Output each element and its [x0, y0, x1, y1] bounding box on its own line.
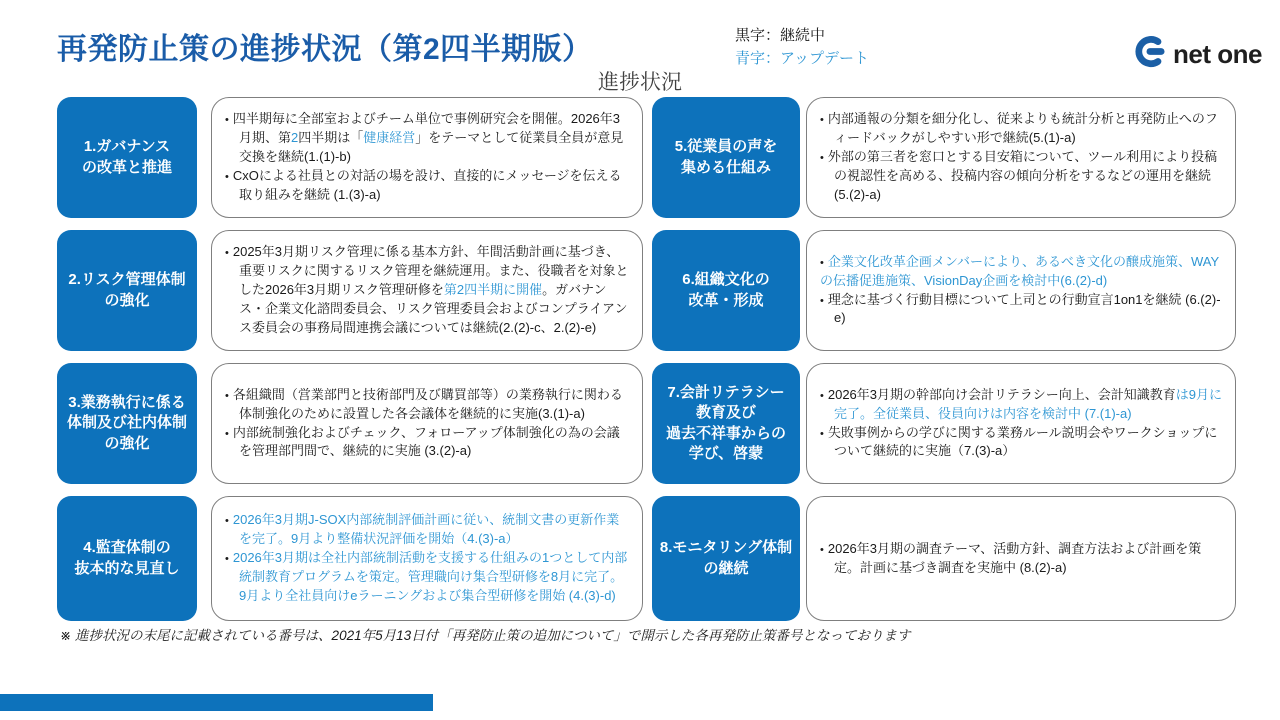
bullet-marker: •	[820, 543, 824, 556]
bullet-marker: •	[820, 256, 824, 269]
section-label-2	[57, 230, 197, 351]
logo-wordmark: net one	[1173, 39, 1262, 69]
grid-left	[57, 97, 643, 621]
section-label-text: 2.リスク管理体制 の強化	[68, 271, 186, 309]
continuing-text: 2025年3月期リスク管理に係る基本方針、年間活動計画に基づき、重要リスクに関するリスク管理を継続運用。また、役職者を対象とした2026年3月期リスク管理研修を	[232, 244, 629, 298]
continuing-text: 。ガバナンス・企業文化諮問委員会、リスク管理委員会およびコンプライアンス委員会の事務局間連携会議については継続(2.(2)-c、2.(2)-e)	[239, 282, 628, 335]
continuing-text: CxOによる社員との対話の場を設け、直接的にメッセージを伝える取り組みを継続 (1.(3)-a)	[232, 167, 622, 202]
bullet-item	[820, 386, 1222, 424]
section-label-text: 7.会計リテラシー 教育及び 過去不祥事からの 学び、啓蒙	[665, 384, 786, 462]
section-label-1	[57, 97, 197, 218]
footnote: ※ 進捗状況の末尾に記載されている番号は、2021年5月13日付「再発防止策の追加について」で開示した各再発防止策番号となっております	[60, 628, 911, 643]
section-content-6	[806, 230, 1236, 351]
update-text: 第2四半期に開催	[443, 282, 543, 298]
section-content-1	[211, 97, 643, 218]
continuing-text: 2026年3月期の調査テーマ、活動方針、調査方法および計画を策定。計画に基づき調査を実施中 (8.(2)-a)	[827, 540, 1202, 575]
continuing-text: 四半期は「	[298, 130, 364, 146]
legend-continuing: 黒字：継続中	[735, 27, 826, 44]
section-label-8	[652, 496, 800, 621]
bullet-marker: •	[225, 427, 229, 440]
bullet-item	[820, 424, 1222, 462]
section-label-text: 3.業務執行に係る 体制及び社内体制 の強化	[66, 394, 187, 452]
update-text: 2026年3月期は全社内部統制活動を支援する仕組みの1つとして内部統制教育プログラムを策定。管理職向け集合型研修を8月に完了。9月より全社員向けeラーニングおよび集合型研修を開始 (4.(3)-d)	[232, 550, 628, 603]
bullet-item	[225, 243, 629, 337]
bullet-marker: •	[225, 389, 229, 402]
section-content-8	[806, 496, 1236, 621]
section-content-5	[806, 97, 1236, 218]
continuing-text: 四半期毎に全部室およびチーム単位で事例研究会を開催。2026年3月期、第	[232, 111, 621, 146]
bullet-marker: •	[225, 553, 229, 566]
continuing-text: 理念に基づく行動目標について上司との行動宣言1on1を継続 (6.(2)-e)	[827, 291, 1221, 326]
bullet-marker: •	[225, 114, 229, 127]
bullet-marker: •	[820, 152, 824, 165]
continuing-text: 外部の第三者を窓口とする目安箱について、ツール利用により投稿の視認性を高める、投稿内容の傾向分析をするなどの運用を継続 (5.(2)-a)	[827, 149, 1218, 202]
section-content-4	[211, 496, 643, 621]
bullet-marker: •	[820, 427, 824, 440]
grid-right	[652, 97, 1236, 621]
bullet-marker: •	[225, 247, 229, 260]
update-text: 2026年3月期J-SOX内部統制評価計画に従い、統制文書の更新作業を完了。9月より整備状況評価を開始（4.(3)-a）	[232, 512, 620, 547]
section-label-5	[652, 97, 800, 218]
continuing-text: 内部統制強化およびチェック、フォローアップ体制強化の為の会議を管理部門間で、継続的に実施 (3.(2)-a)	[232, 424, 620, 459]
legend-update: 青字：アップデート	[735, 50, 869, 67]
section-label-text: 5.従業員の声を 集める仕組み	[674, 138, 778, 176]
page-title: 再発防止策の進捗状況（第2四半期版）	[57, 33, 593, 66]
bullet-marker: •	[820, 294, 824, 307]
color-legend	[735, 24, 869, 70]
section-label-text: 4.監査体制の 抜本的な見直し	[74, 539, 180, 577]
update-text: 2	[291, 130, 299, 146]
section-label-text: 8.モニタリング体制 の継続	[659, 539, 793, 577]
continuing-text: 内部通報の分類を細分化し、従来よりも統計分析と再発防止へのフィードバックがしやすい形で継続(5.(1)-a)	[827, 111, 1218, 146]
netone-logo	[1131, 34, 1262, 75]
update-text: 健康経営	[363, 130, 416, 146]
section-label-text: 6.組織文化の 改革・形成	[682, 271, 770, 309]
section-content-2	[211, 230, 643, 351]
bullet-item	[820, 148, 1222, 205]
update-text: は9月に完了。全従業員、役員向けは内容を検討中 (7.(1)-a)	[834, 386, 1222, 421]
continuing-text: 2026年3月期の幹部向け会計リテラシー向上、会計知識教育	[827, 386, 1176, 402]
bullet-item	[225, 424, 629, 462]
section-content-3	[211, 363, 643, 484]
section-label-6	[652, 230, 800, 351]
bullet-item	[820, 110, 1222, 148]
bullet-item	[225, 549, 629, 606]
section-label-4	[57, 496, 197, 621]
bullet-marker: •	[225, 515, 229, 528]
section-label-7	[652, 363, 800, 484]
bullet-item	[820, 253, 1222, 291]
bullet-item	[820, 540, 1222, 578]
section-label-text: 1.ガバナンス の改革と推進	[81, 138, 172, 176]
section-content-7	[806, 363, 1236, 484]
bullet-item	[820, 291, 1222, 329]
bullet-item	[225, 167, 629, 205]
bullet-marker: •	[225, 170, 229, 183]
update-text: 企業文化改革企画メンバーにより、あるべき文化の醸成施策、WAYの伝播促進施策、VisionDay企画を検討中(6.(2)-d)	[820, 253, 1220, 288]
section-label-3	[57, 363, 197, 484]
bullet-marker: •	[820, 114, 824, 127]
footer-accent-bar	[0, 694, 433, 711]
bullet-item	[225, 110, 629, 167]
bullet-item	[225, 511, 629, 549]
continuing-text: 各組織間（営業部門と技術部門及び購買部等）の業務執行に関わる体制強化のために設置した各会議体を継続的に実施(3.(1)-a)	[232, 386, 623, 421]
section-heading: 進捗状況	[598, 71, 682, 94]
bullet-marker: •	[820, 389, 824, 402]
continuing-text: 失敗事例からの学びに関する業務ルール説明会やワークショップについて継続的に実施（7.(3)-a）	[827, 424, 1218, 459]
netone-g-icon	[1131, 34, 1167, 75]
bullet-item	[225, 386, 629, 424]
continuing-text: 」をテーマとして従業員全員が意見交換を継続(1.(1)-b)	[239, 130, 624, 165]
